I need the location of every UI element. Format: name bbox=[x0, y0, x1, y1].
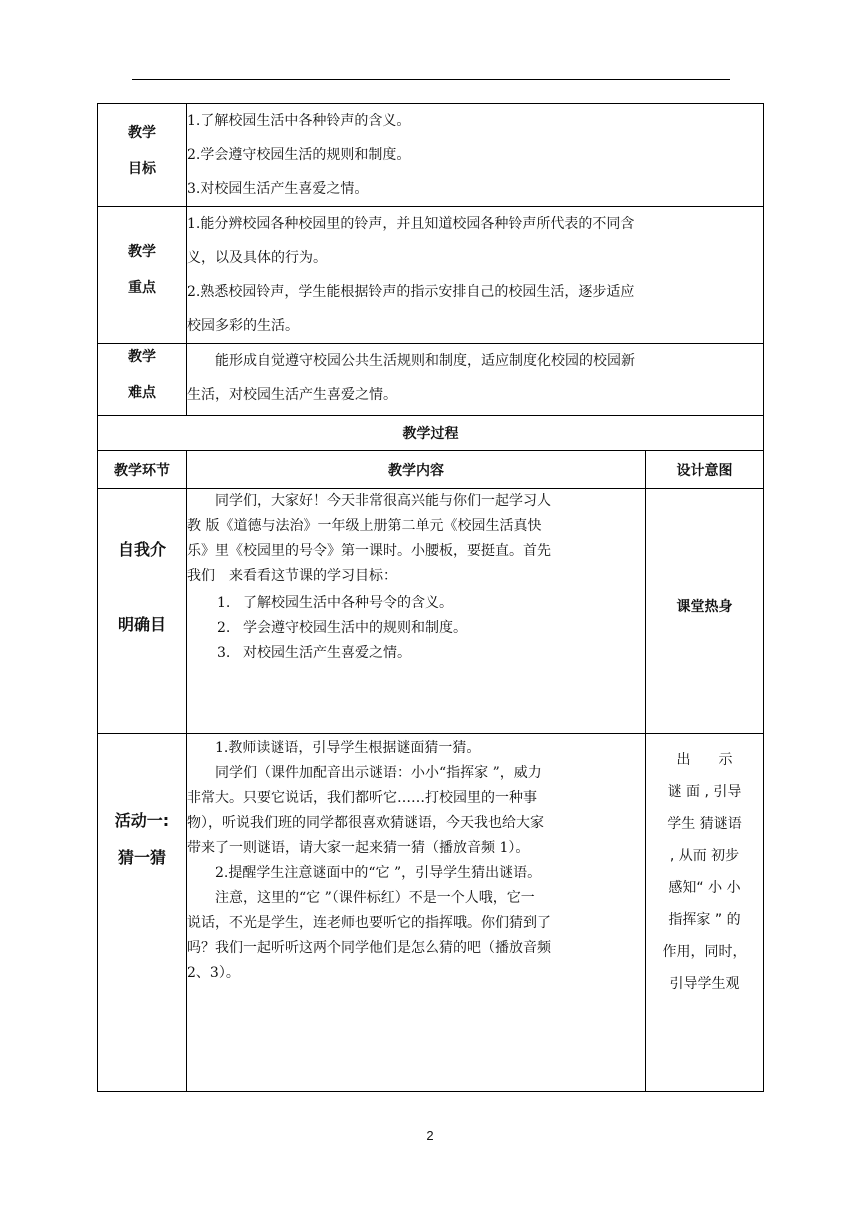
stage-intro bbox=[98, 489, 187, 734]
goal-item bbox=[187, 591, 645, 616]
difficulties-row bbox=[98, 344, 764, 416]
activity-line: 1.教师读谜语，引导学生根据谜面猜一猜。 bbox=[215, 740, 481, 756]
column-header-stage: 教学环节 bbox=[98, 451, 187, 489]
objectives-label-line2: 目标 bbox=[128, 161, 156, 177]
goal-number: 1. bbox=[217, 595, 231, 611]
goal-list bbox=[187, 591, 645, 666]
goal-number: 2. bbox=[217, 620, 231, 636]
goal-number: 3. bbox=[217, 645, 231, 661]
intro-line: 我们 来看看这节课的学习目标： bbox=[187, 568, 397, 584]
difficulty-line: 能形成自觉遵守校园公共生活规则和制度，适应制度化校园的校园新 bbox=[215, 353, 635, 369]
header-rule bbox=[132, 79, 730, 80]
stage-activity-line1: 活动一: bbox=[114, 811, 170, 830]
intent-activity-one bbox=[646, 734, 764, 1092]
process-row-intro bbox=[98, 489, 764, 734]
key-point-line: 1.能分辨校园各种校园里的铃声，并且知道校园各种铃声所代表的不同含 bbox=[187, 216, 635, 232]
intro-line: 乐》里《校园里的号令》第一课时。小腰板，要挺直。首先 bbox=[187, 543, 551, 559]
column-header-intent: 设计意图 bbox=[646, 451, 764, 489]
key-points-label-line2: 重点 bbox=[128, 280, 156, 296]
page-number: 2 bbox=[426, 1128, 434, 1143]
goal-item bbox=[187, 616, 645, 641]
objectives-label bbox=[98, 104, 187, 207]
key-point-line: 校园多彩的生活。 bbox=[187, 318, 299, 334]
goal-text: 学会遵守校园生活中的规则和制度。 bbox=[243, 620, 467, 636]
intent-activity-line: 感知“ 小 小 bbox=[668, 880, 741, 896]
activity-line: 物），听说我们班的同学都很喜欢猜谜语，今天我也给大家 bbox=[187, 815, 544, 831]
difficulties-label-line2: 难点 bbox=[128, 385, 156, 401]
activity-line: 2、3）。 bbox=[187, 965, 240, 981]
activity-line: 带来了一则谜语，请大家一起来猜一猜（播放音频 1）。 bbox=[187, 840, 530, 856]
objective-item: 2.学会遵守校园生活的规则和制度。 bbox=[187, 147, 411, 163]
difficulties-content bbox=[187, 344, 764, 416]
intro-line: 同学们，大家好！今天非常很高兴能与你们一起学习人 bbox=[215, 493, 551, 509]
difficulties-label bbox=[98, 344, 187, 416]
intent-activity-line: 作用，同时， bbox=[662, 944, 747, 960]
process-title: 教学过程 bbox=[98, 416, 764, 451]
key-point-line: 义，以及具体的行为。 bbox=[187, 250, 327, 266]
objective-item: 1.了解校园生活中各种铃声的含义。 bbox=[187, 113, 411, 129]
activity-line: 非常大。只要它说话，我们都听它……打校园里的一种事 bbox=[187, 790, 537, 806]
intent-activity-line: 引导学生观 bbox=[669, 976, 740, 992]
intent-activity-line: 学生 猜谜语 bbox=[667, 816, 742, 832]
activity-line: 2.提醒学生注意谜面中的“它 ”，引导学生猜出谜语。 bbox=[215, 865, 542, 881]
objectives-row bbox=[98, 104, 764, 207]
goal-item bbox=[187, 641, 645, 666]
key-points-label bbox=[98, 207, 187, 344]
intent-activity-line: 出 示 bbox=[676, 752, 733, 768]
lesson-plan-table bbox=[97, 103, 764, 1092]
objectives-label-line1: 教学 bbox=[128, 125, 156, 141]
column-header-content: 教学内容 bbox=[187, 451, 646, 489]
goal-text: 对校园生活产生喜爱之情。 bbox=[243, 645, 411, 661]
column-header-row bbox=[98, 451, 764, 489]
key-point-line: 2.熟悉校园铃声，学生能根据铃声的指示安排自己的校园生活，逐步适应 bbox=[187, 284, 635, 300]
difficulty-line: 生活，对校园生活产生喜爱之情。 bbox=[187, 387, 397, 403]
intent-intro bbox=[646, 489, 764, 734]
stage-activity-one bbox=[98, 734, 187, 1092]
intent-intro-text: 课堂热身 bbox=[676, 599, 733, 615]
key-points-content bbox=[187, 207, 764, 344]
process-title-row bbox=[98, 416, 764, 451]
intro-line: 教 版《道德与法治》一年级上册第二单元《校园生活真快 bbox=[187, 518, 542, 534]
intent-activity-line: 指挥家 ” 的 bbox=[668, 912, 741, 928]
activity-line: 说话，不光是学生，连老师也要听它的指挥哦。你们猜到了 bbox=[187, 915, 551, 931]
key-points-row bbox=[98, 207, 764, 344]
intent-activity-line: 谜 面 , 引导 bbox=[667, 784, 742, 800]
stage-intro-line1: 自我介 bbox=[117, 540, 166, 559]
content-activity-one bbox=[187, 734, 646, 1092]
difficulties-label-line1: 教学 bbox=[128, 349, 156, 365]
activity-line: 吗？我们一起听听这两个同学他们是怎么猜的吧（播放音频 bbox=[187, 940, 551, 956]
objective-item: 3.对校园生活产生喜爱之情。 bbox=[187, 181, 369, 197]
content-intro bbox=[187, 489, 646, 734]
goal-text: 了解校园生活中各种号令的含义。 bbox=[243, 595, 453, 611]
stage-intro-line2: 明确目 bbox=[117, 615, 166, 634]
activity-line: 同学们（课件加配音出示谜语：小小“指挥家 ”，威力 bbox=[215, 765, 542, 781]
activity-line: 注意，这里的“它 ”（课件标红）不是一个人哦，它一 bbox=[215, 890, 535, 906]
process-row-activity-one bbox=[98, 734, 764, 1092]
key-points-label-line1: 教学 bbox=[128, 244, 156, 260]
stage-activity-line2: 猜一猜 bbox=[117, 848, 166, 867]
intent-activity-line: , 从而 初步 bbox=[669, 848, 740, 864]
objectives-content bbox=[187, 104, 764, 207]
